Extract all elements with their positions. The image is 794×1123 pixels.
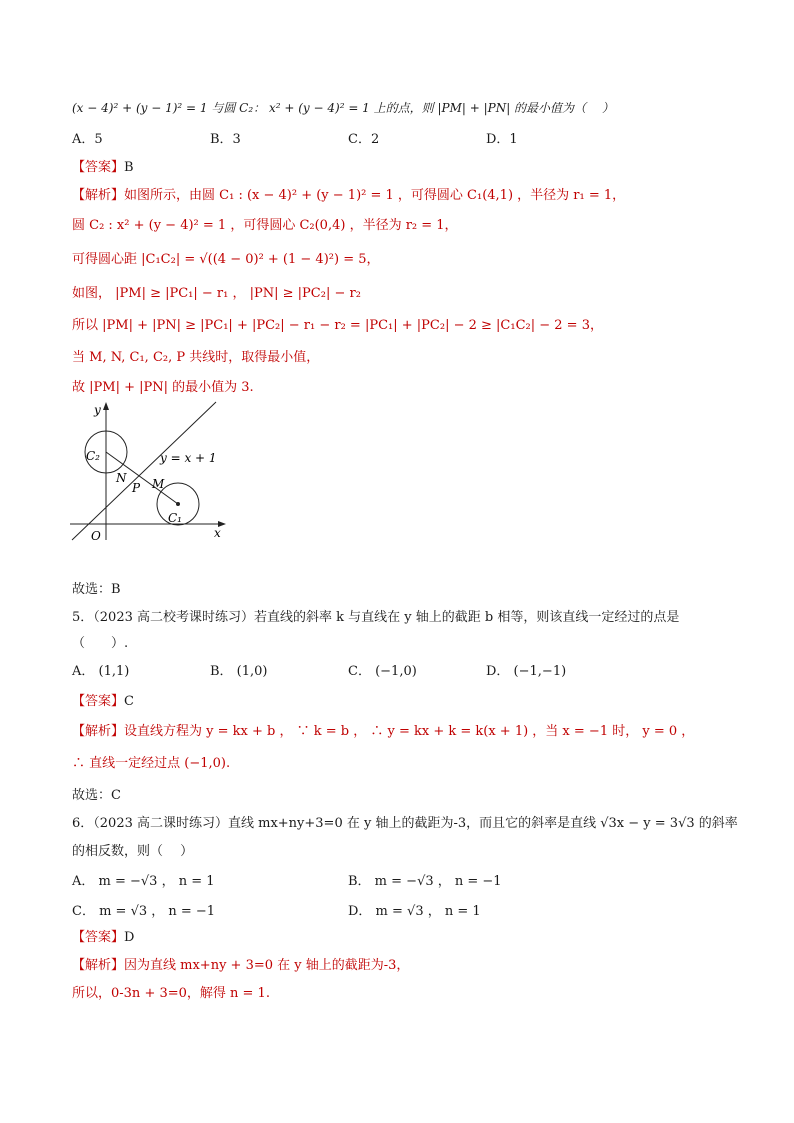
q6-answer: 【答案】D	[72, 930, 135, 945]
q4-option-b: B．3	[210, 132, 241, 147]
q4-option-c: C．2	[348, 132, 380, 147]
c2-label: C₂	[86, 449, 100, 463]
q5-option-a: A． (1,1)	[72, 664, 130, 679]
q4-analysis-line-6: 当 M, N, C₁, C₂, P 共线时，取得最小值，	[72, 350, 320, 365]
q4-analysis-line-7: 故 |PM| + |PN| 的最小值为 3.	[72, 380, 254, 395]
q4-analysis-line-4: 如图， |PM| ≥ |PC₁| − r₁ ， |PN| ≥ |PC₂| − r₂	[72, 286, 361, 301]
q5-analysis-line-1: 【解析】设直线方程为 y = kx + b ， ∵ k = b ， ∴ y = kx + k = k(x + 1) ，当 x = −1 时， y = 0 ，	[72, 724, 695, 739]
m-label: M	[152, 477, 165, 491]
q4-stem: (x − 4)² + (y − 1)² = 1 与圆 C₂： x² + (y − 4)² = 1 上的点，则 |PM| + |PN| 的最小值为（ ）	[72, 101, 614, 115]
q4-option-a: A．5	[72, 132, 103, 147]
q4-choice: 故选：B	[72, 582, 121, 597]
q5-analysis-line-2: ∴ 直线一定经过点 (−1,0).	[72, 756, 231, 771]
q6-stem-line-2: 的相反数，则（ ）	[72, 844, 194, 859]
line-y-eq-x-plus-1	[72, 402, 216, 540]
y-axis-label: y	[94, 403, 101, 417]
q6-option-c: C． m = √3 ， n = −1	[72, 904, 216, 919]
x-axis-label: x	[214, 526, 221, 540]
q5-stem-line-1: 5．（2023 高二校考课时练习）若直线的斜率 k 与直线在 y 轴上的截距 b 相等，则该直线一定经过的点是	[72, 610, 680, 625]
n-label: N	[116, 471, 127, 485]
origin-label: O	[91, 529, 101, 543]
line-label: y = x + 1	[160, 451, 217, 465]
q6-stem-line-1: 6．（2023 高二课时练习）直线 mx+ny+3=0 在 y 轴上的截距为-3，而且它的斜率是直线 √3x − y = 3√3 的斜率	[72, 816, 738, 831]
q4-analysis-line-5: 所以 |PM| + |PN| ≥ |PC₁| + |PC₂| − r₁ − r₂ = |PC₁| + |PC₂| − 2 ≥ |C₁C₂| − 2 = 3，	[72, 318, 603, 333]
y-axis-arrow	[103, 402, 109, 410]
q4-answer: 【答案】B	[72, 160, 134, 175]
q5-option-c: C． (−1,0)	[348, 664, 417, 679]
q6-analysis-line-2: 所以，0-3n + 3=0，解得 n = 1.	[72, 986, 270, 1001]
q5-choice: 故选：C	[72, 788, 121, 803]
q5-answer: 【答案】C	[72, 694, 134, 709]
q4-analysis-line-3: 可得圆心距 |C₁C₂| = √((4 − 0)² + (1 − 4)²) = 5，	[72, 252, 380, 267]
q4-analysis-line-2: 圆 C₂ : x² + (y − 4)² = 1 ，可得圆心 C₂(0,4) ，半径为 r₂ = 1，	[72, 218, 458, 233]
q5-stem-line-2: （ ）.	[72, 636, 129, 651]
q6-option-b: B． m = −√3 ， n = −1	[348, 874, 502, 889]
center-c1-dot	[176, 502, 180, 506]
c1-label: C₁	[168, 511, 182, 525]
p-label: P	[132, 481, 141, 495]
q4-option-d: D．1	[486, 132, 518, 147]
q5-option-b: B． (1,0)	[210, 664, 268, 679]
q6-analysis-line-1: 【解析】因为直线 mx+ny + 3=0 在 y 轴上的截距为-3，	[72, 958, 410, 973]
q6-option-d: D． m = √3 ， n = 1	[348, 904, 481, 919]
q4-figure	[66, 400, 236, 548]
q6-option-a: A． m = −√3 ， n = 1	[72, 874, 215, 889]
q4-analysis-line-1: 【解析】如图所示，由圆 C₁ : (x − 4)² + (y − 1)² = 1 ，可得圆心 C₁(4,1) ，半径为 r₁ = 1，	[72, 188, 626, 203]
q5-option-d: D． (−1,−1)	[486, 664, 567, 679]
